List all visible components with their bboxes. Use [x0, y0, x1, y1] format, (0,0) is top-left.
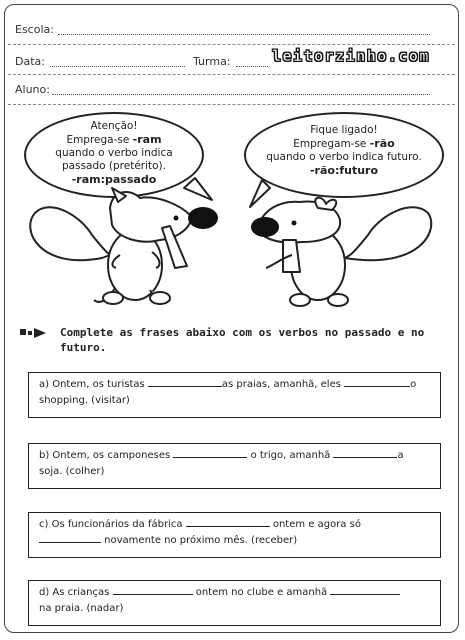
exercise-c — [28, 512, 441, 558]
exercise-text: as praias, amanhã, eles — [221, 379, 345, 390]
class-label: Turma: — [193, 55, 231, 68]
exercise-text: novamente no próximo mês. (receber) — [101, 535, 298, 546]
exercise-text: ontem e agora só — [269, 519, 361, 530]
instruction-text: Complete as frases abaixo com os verbos no passado e no futuro. — [60, 326, 425, 354]
brand-logo: leitorzinho.com — [272, 47, 430, 65]
exercise-text: na praia. (nadar) — [39, 603, 124, 614]
bubble-left-bold: -ram:passado — [71, 173, 157, 186]
bubble-left-suffix: -ram — [132, 133, 162, 146]
right-squirrel-icon — [258, 198, 431, 306]
bubble-left-line: Atenção! — [90, 120, 138, 132]
exercise-text: ontem no clube e amanhã — [192, 587, 331, 598]
answer-blank[interactable] — [39, 533, 101, 543]
exercise-b — [28, 443, 441, 489]
bubble-left-line: quando o verbo indica — [55, 147, 173, 159]
left-squirrel-icon — [30, 188, 190, 304]
exercise-text: soja. (colher) — [39, 466, 105, 477]
exercise-a — [28, 372, 441, 418]
answer-blank[interactable] — [330, 585, 400, 595]
left-squirrel-nose — [188, 207, 218, 229]
pointer-icon — [20, 326, 52, 340]
date-label: Data: — [15, 55, 45, 68]
exercise-text: c) Os funcionários da fábrica — [39, 519, 186, 530]
bubble-right-suffix: -rão — [369, 137, 395, 150]
school-label: Escola: — [15, 23, 54, 36]
answer-blank[interactable] — [186, 517, 270, 527]
bubble-tail-right — [250, 180, 270, 207]
bubble-left-text: Emprega-se — [66, 134, 133, 146]
exercise-d — [28, 580, 441, 626]
bubble-right-line: quando o verbo indica futuro. — [266, 151, 422, 163]
answer-blank[interactable] — [173, 448, 247, 458]
right-squirrel-nose — [251, 217, 279, 237]
answer-blank[interactable] — [344, 377, 410, 387]
bubble-tail-left — [184, 178, 212, 200]
bubble-right-line: Fique ligado! — [310, 124, 378, 136]
answer-blank[interactable] — [333, 448, 397, 458]
exercise-text: d) As crianças — [39, 587, 113, 598]
exercise-text: o trigo, amanhã — [247, 450, 334, 461]
exercise-text: o — [410, 379, 417, 390]
answer-blank[interactable] — [148, 377, 222, 387]
bubble-left-line: passado (pretérito). — [62, 160, 166, 172]
answer-blank[interactable] — [113, 585, 193, 595]
bubble-right-bold: -rão:futuro — [309, 164, 379, 177]
exercise-text: shopping. (visitar) — [39, 395, 130, 406]
exercise-text: b) Ontem, os camponeses — [39, 450, 174, 461]
bubble-right-text: Empregam-se — [293, 138, 370, 150]
exercise-text: a — [397, 450, 404, 461]
student-label: Aluno: — [15, 83, 50, 96]
exercise-text: a) Ontem, os turistas — [39, 379, 148, 390]
